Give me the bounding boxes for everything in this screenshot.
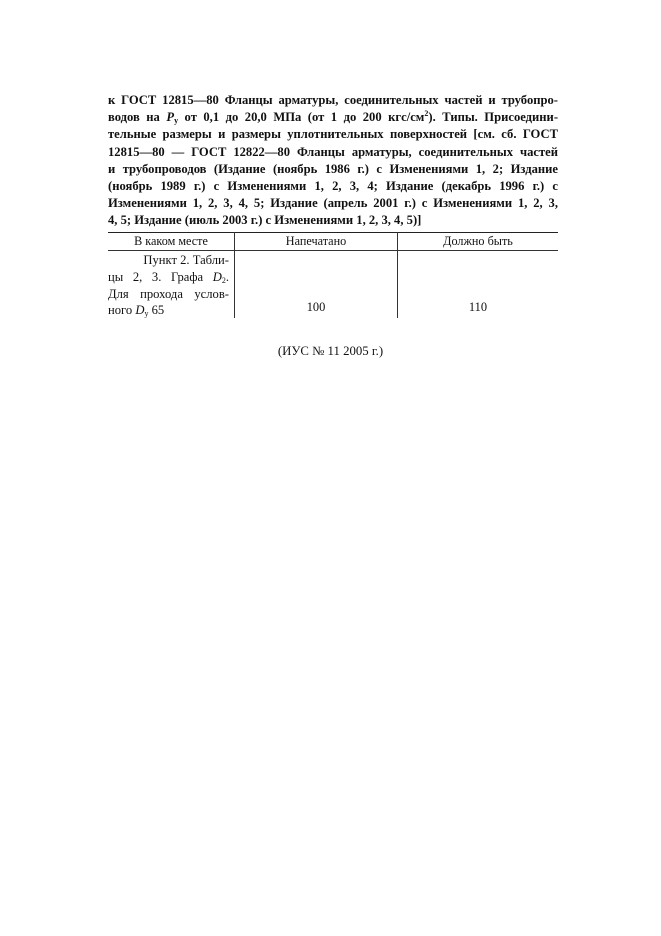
source-reference: (ИУС № 11 2005 г.) [277,344,384,358]
heading-line: (ноябрь 1989 г.) с Изменениями 1, 2, 3, 4; Издание (декабрь 1996 г.) с [108,179,558,194]
cell-printed: 100 [306,300,326,314]
heading-line: к ГОСТ 12815—80 Фланцы арматуры, соединительных частей и трубопро- [108,93,558,107]
heading-line: Изменениями 1, 2, 3, 4, 5; Издание (апрель 2001 г.) с Изменениями 1, 2, 3, [108,196,558,211]
cell-place [108,252,229,319]
place-line: цы 2, 3. Графа $D_2$. [108,269,229,285]
heading-line: 4, 5; Издание (июль 2003 г.) с Изменениями 1, 2, 3, 4, 5)] [108,213,422,228]
header-correct: Должно быть [443,234,513,248]
place-line: Для прохода услов- [108,286,229,301]
cell-correct: 110 [468,300,488,314]
heading-line: тельные размеры и размеры уплотнительных поверхностей [см. сб. ГОСТ [108,127,558,142]
erratum-heading [108,92,558,230]
place-line: ного $D_у$ 65 [108,303,165,319]
heading-line: 12815—80 — ГОСТ 12822—80 Фланцы арматуры, соединительных частей [108,144,558,159]
table-header-rule [108,250,558,251]
header-printed: Напечатано [285,234,347,248]
heading-line: и трубопроводов (Издание (ноябрь 1986 г.) с Изменениями 1, 2; Издание [108,161,558,176]
table-top-rule [108,232,558,233]
place-line: Пункт 2. Табли- [143,253,229,267]
header-place: В каком месте [134,234,208,248]
heading-line: водов на $P_у$ от 0,1 до 20,0 МПа (от 1 до 200 кгс/$см^2$). Типы. Присоедини- [108,109,559,126]
pressure-symbol: P [166,110,175,125]
